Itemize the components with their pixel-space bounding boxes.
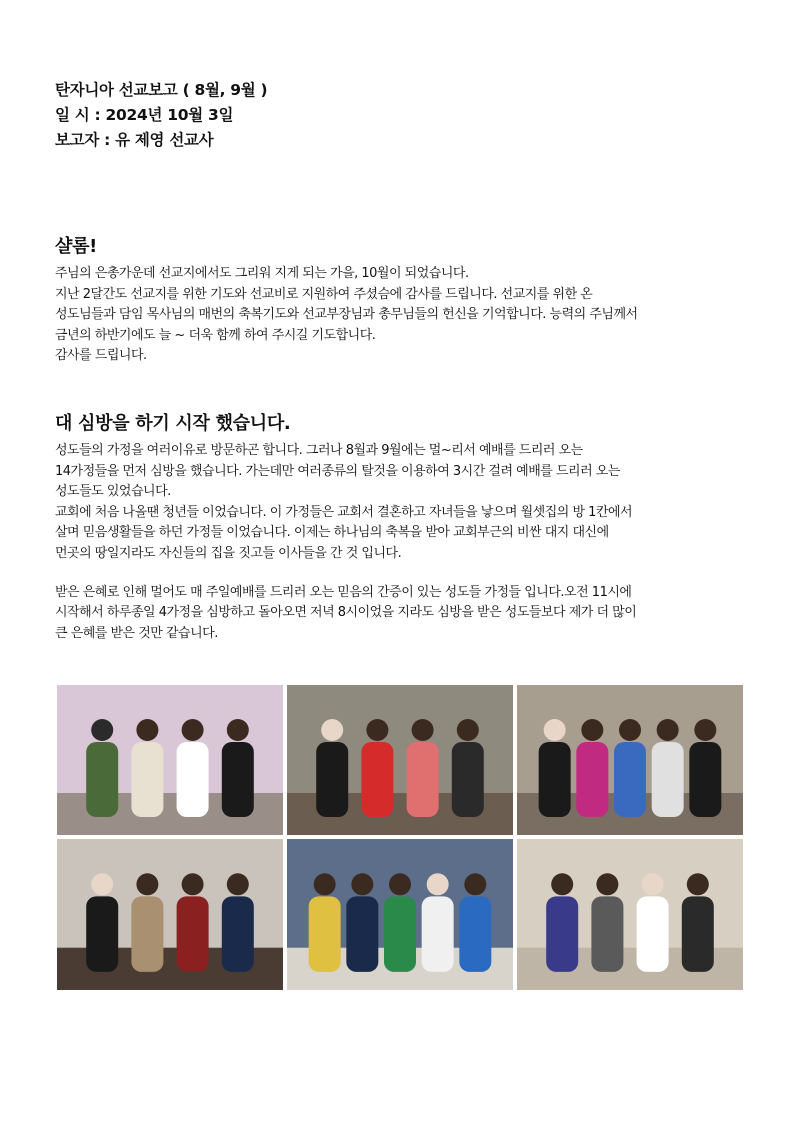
report-author: 보고자 : 유 제영 선교사 <box>55 131 214 149</box>
paragraph-line: 성도님들과 담임 목사님의 매번의 축복기도와 선교부장님과 총무님들의 헌신을 기억합니다. 능력의 주님께서 <box>55 307 638 323</box>
report-header <box>55 78 267 153</box>
photo-collage <box>57 685 743 990</box>
report-title: 탄자니아 선교보고 ( 8월, 9월 ) <box>55 81 268 99</box>
paragraph-line: 감사를 드립니다. <box>55 348 147 364</box>
paragraph-line: 성도들도 있었습니다. <box>55 484 171 500</box>
photo-family-thumbs-up <box>517 685 743 835</box>
paragraph-line: 받은 은혜로 인해 멀어도 매 주일예배를 드리러 오는 믿음의 간증이 있는 성도들 가정들 입니다.오전 11시에 <box>55 584 632 600</box>
greeting-heading: 샬롬! <box>55 236 98 257</box>
visit-section <box>55 409 755 644</box>
greeting-section <box>55 232 755 367</box>
paragraph-line: 살며 믿음생활들을 하던 가정들 이었습니다. 이제는 하나님의 축복을 받아 교회부근의 비싼 대지 대신에 <box>55 525 609 541</box>
photo-family-with-children-indoors <box>57 839 283 990</box>
paragraph-line: 지난 2달간도 선교지를 위한 기도와 선교비로 지원하여 주셨슴에 감사를 드립니다. 선교지를 위한 온 <box>55 286 593 302</box>
paragraph-line: 성도들의 가정을 여러이유로 방문하곤 합니다. 그러나 8월과 9월에는 멀~리서 예배를 드리러 오는 <box>55 443 583 458</box>
report-date: 일 시 : 2024년 10월 3일 <box>55 106 234 124</box>
photo-four-seated-on-blue-chairs <box>57 685 283 835</box>
paragraph-line: 시작해서 하루종일 4가정을 심방하고 돌아오면 저녁 8시이었을 지라도 심방을 받은 성도들보다 제가 더 많이 <box>55 605 637 621</box>
paragraph-line: 교회에 처음 나올땐 청년들 이었습니다. 이 가정들은 교회서 결혼하고 자녀들을 낳으며 월셋집의 방 1칸에서 <box>55 504 633 520</box>
photo-group-in-kitchen <box>287 685 513 835</box>
visit-heading: 대 심방을 하기 시작 했습니다. <box>55 413 291 434</box>
paragraph-line: 금년의 하반기에도 늘 ~ 더욱 함께 하여 주시길 기도합니다. <box>55 327 376 343</box>
photo-family-with-newborn <box>287 839 513 990</box>
photo-living-room-gathering <box>517 839 743 990</box>
paragraph-line: 먼곳의 땅일지라도 자신들의 집을 짓고들 이사들을 간 것 입니다. <box>55 545 402 561</box>
paragraph-line: 주님의 은총가운데 선교지에서도 그리워 지게 되는 가을, 10월이 되었습니다. <box>55 266 469 281</box>
paragraph-line: 14가정들을 먼저 심방을 했습니다. 가는데만 여러종류의 탈것을 이용하여 3시간 걸려 예배를 드리러 오는 <box>55 463 620 479</box>
paragraph-line: 큰 은혜를 받은 것만 같습니다. <box>55 625 218 641</box>
